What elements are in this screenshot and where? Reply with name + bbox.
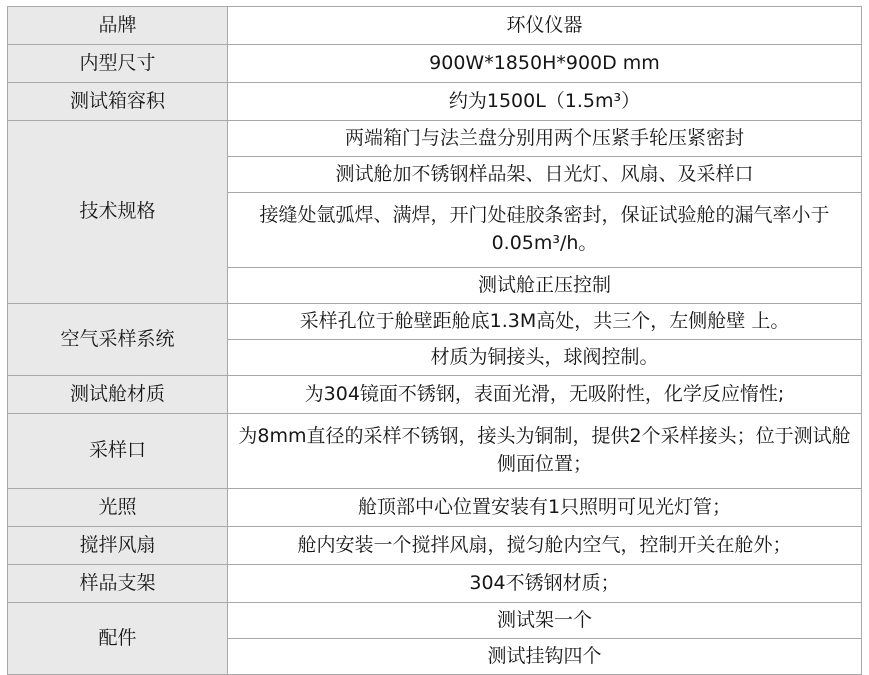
technical-spec-item-3: 接缝处氩弧焊、满焊，开门处硅胶条密封，保证试验舱的漏气率小于0.05m³/h。 — [228, 193, 862, 268]
table-row — [8, 376, 862, 414]
specification-table — [7, 6, 862, 675]
row-label-chamber-volume: 测试箱容积 — [8, 83, 228, 121]
air-sampling-item-2: 材质为铜接头，球阀控制。 — [228, 340, 862, 376]
table-row — [8, 304, 862, 340]
row-label-inner-size: 内型尺寸 — [8, 45, 228, 83]
row-value-brand: 环仪仪器 — [228, 7, 862, 45]
table-row — [8, 7, 862, 45]
air-sampling-item-1: 采样孔位于舱壁距舱底1.3M高处，共三个，左侧舱壁 上。 — [228, 304, 862, 340]
table-row — [8, 45, 862, 83]
row-label-lighting: 光照 — [8, 489, 228, 527]
row-value-sampling-port: 为8mm直径的采样不锈钢，接头为铜制，提供2个采样接头；位于测试舱侧面位置； — [228, 414, 862, 489]
row-label-air-sampling-system: 空气采样系统 — [8, 304, 228, 376]
table-row — [8, 565, 862, 603]
row-value-chamber-volume: 约为1500L（1.5m³） — [228, 83, 862, 121]
row-value-inner-size: 900W*1850H*900D mm — [228, 45, 862, 83]
row-label-technical-spec: 技术规格 — [8, 121, 228, 304]
row-value-sample-rack: 304不锈钢材质； — [228, 565, 862, 603]
table-row — [8, 603, 862, 639]
accessory-item-2: 测试挂钩四个 — [228, 639, 862, 675]
row-value-mixing-fan: 舱内安装一个搅拌风扇，搅匀舱内空气，控制开关在舱外； — [228, 527, 862, 565]
table-row — [8, 414, 862, 489]
accessory-item-1: 测试架一个 — [228, 603, 862, 639]
technical-spec-item-2: 测试舱加不锈钢样品架、日光灯、风扇、及采样口 — [228, 157, 862, 193]
row-label-sample-rack: 样品支架 — [8, 565, 228, 603]
row-label-chamber-material: 测试舱材质 — [8, 376, 228, 414]
row-label-brand: 品牌 — [8, 7, 228, 45]
technical-spec-item-4: 测试舱正压控制 — [228, 268, 862, 304]
table-row — [8, 83, 862, 121]
table-row — [8, 527, 862, 565]
table-row — [8, 121, 862, 157]
row-label-accessories: 配件 — [8, 603, 228, 675]
table-row — [8, 489, 862, 527]
row-label-sampling-port: 采样口 — [8, 414, 228, 489]
row-label-mixing-fan: 搅拌风扇 — [8, 527, 228, 565]
technical-spec-item-1: 两端箱门与法兰盘分别用两个压紧手轮压紧密封 — [228, 121, 862, 157]
row-value-lighting: 舱顶部中心位置安装有1只照明可见光灯管； — [228, 489, 862, 527]
row-value-chamber-material: 为304镜面不锈钢，表面光滑，无吸附性，化学反应惰性; — [228, 376, 862, 414]
